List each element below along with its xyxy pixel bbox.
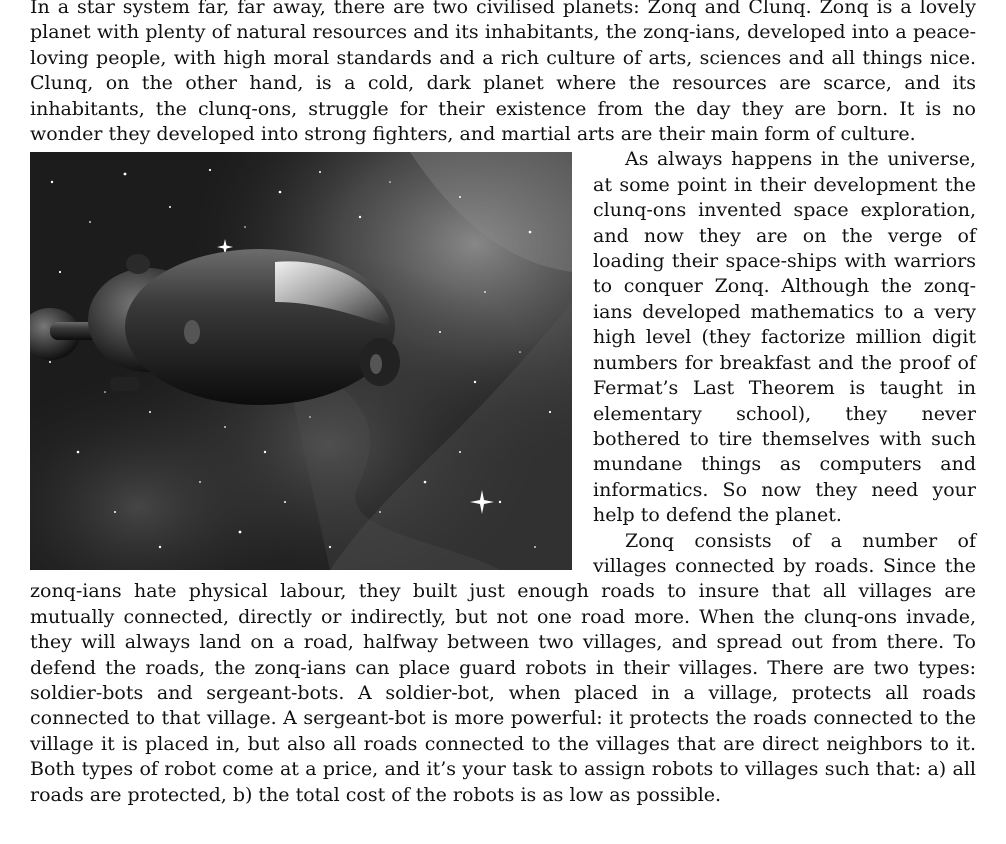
figure-and-text-block [30,147,976,808]
invasion-paragraph: As always happens in the universe, at some point in their development the clunq-ons invented space exploration, and now they are on the verge of loading their space-ships with warriors to conquer Zonq. Although the zonq-ians developed mathematics to a very high level (they factorize million digit numbers for breakfast and the proof of Fermat’s Last Theorem is taught in elementary school), they never bothered to tire themselves with such mundane things as computers and informatics. So now they need your help to defend the planet. [593,148,976,527]
document-page [30,0,976,808]
intro-paragraph: In a star system far, far away, there are two civilised planets: Zonq and Clunq. Zonq is a lovely planet with plenty of natural resources and its inhabitants, the zonq-ians, developed into a peace-loving people, with high moral standards and a rich culture of arts, sciences and all things nice. Clunq, on the other hand, is a cold, dark planet where the resources are scarce, and its inhabitants, the clunq-ons, struggle for their existence from the day they are born. It is no wonder they developed into strong fighters, and martial arts are their main form of culture. [30,0,976,146]
villages-paragraph: Zonq consists of a number of villages connected by roads. Since the zonq-ians hate physical labour, they built just enough roads to insure that all villages are mutually connected, directly or indirectly, but not one road more. When the clunq-ons invade, they will always land on a road, halfway between two villages, and spread out from there. To defend the roads, the zonq-ians can place guard robots in their villages. There are two types: soldier-bots and sergeant-bots. A soldier-bot, when placed in a village, protects all roads connected to that village. A sergeant-bot is more powerful: it protects the roads connected to the village it is placed in, but also all roads connected to the villages that are direct neighbors to it. Both types of robot come at a price, and it’s your task to assign robots to villages such that: a) all roads are protected, b) the total cost of the robots is as low as possible. [30,529,976,806]
spaceship-illustration [30,152,572,570]
